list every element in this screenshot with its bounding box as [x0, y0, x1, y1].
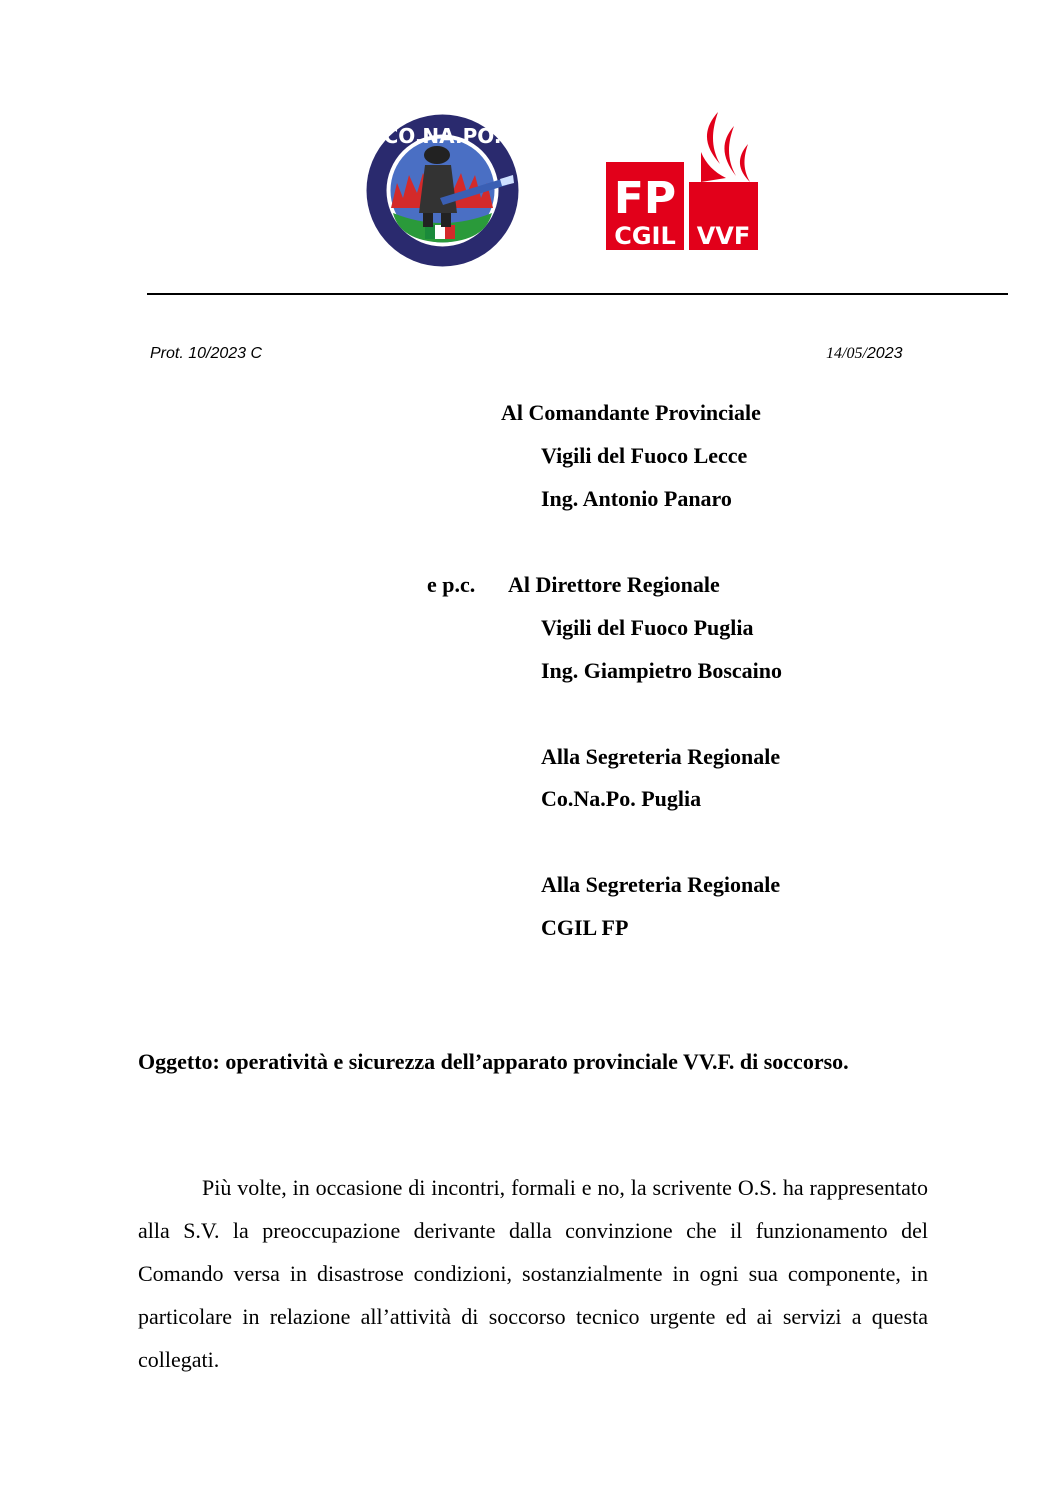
recipient-cc2-line1: Alla Segreteria Regionale	[541, 744, 781, 769]
vvf-text: VVF	[696, 222, 751, 250]
recipient-cc3-line2: CGIL FP	[541, 915, 629, 940]
document-date	[826, 345, 902, 363]
fp-text: FP	[613, 173, 677, 224]
recipient-cc3-line1: Alla Segreteria Regionale	[541, 872, 781, 897]
flame-icon	[707, 112, 720, 164]
recipient-cc1-line1: Al Direttore Regionale	[508, 572, 720, 597]
protocol-number: Prot. 10/2023 C	[150, 345, 263, 362]
cc-label: e p.c.	[427, 572, 476, 597]
recipient-primary-line1: Al Comandante Provinciale	[501, 400, 761, 425]
conapo-firefighter-emblem-icon	[365, 113, 520, 268]
conapo-logo	[365, 113, 520, 268]
subject-line: Oggetto: operatività e sicurezza dell’apparato provinciale VV.F. di soccorso.	[138, 1049, 849, 1074]
recipient-primary-line2: Vigili del Fuoco Lecce	[541, 443, 748, 468]
recipient-primary-line3: Ing. Antonio Panaro	[541, 486, 732, 511]
recipient-cc2-line2: Co.Na.Po. Puglia	[541, 786, 702, 811]
recipient-cc1-line2: Vigili del Fuoco Puglia	[541, 615, 754, 640]
fp-cgil-vvf-logo	[606, 112, 758, 252]
recipient-cc1-line3: Ing. Giampietro Boscaino	[541, 658, 783, 683]
date-day-month: 14/05/	[826, 345, 867, 362]
conapo-logo-text: CO.NA.PO.	[383, 124, 502, 148]
cgil-text: CGIL	[614, 222, 676, 250]
body-paragraph: Più volte, in occasione di incontri, formali e no, la scrivente O.S. ha rappresentato alla S.V. la preoccupazione derivante dalla convinzione che il funzionamento del Comando versa in disastrose condizioni, sostanzialmente in ogni sua componente, in particolare in relazione all’attività di soccorso tecnico urgente ed ai servizi a questa collegati.	[138, 1175, 928, 1372]
header-divider	[147, 293, 1008, 295]
date-year: 2023	[866, 345, 903, 362]
